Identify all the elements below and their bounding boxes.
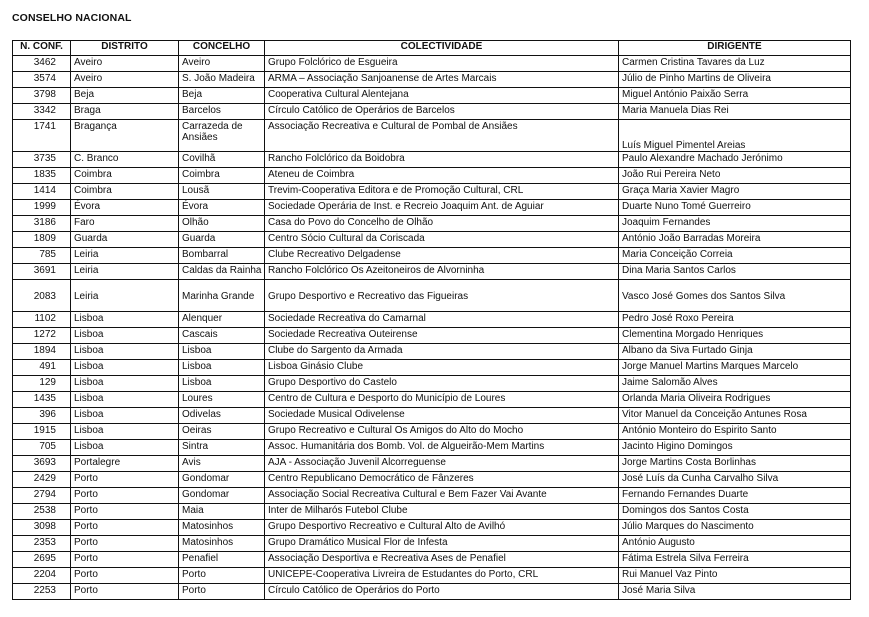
cell-colectividade: Casa do Povo do Concelho de Olhão bbox=[265, 216, 619, 232]
cell-distrito: Porto bbox=[71, 536, 179, 552]
cell-dirigente: Jorge Martins Costa Borlinhas bbox=[619, 456, 851, 472]
cell-dirigente: Fátima Estrela Silva Ferreira bbox=[619, 552, 851, 568]
cell-dirigente: Carmen Cristina Tavares da Luz bbox=[619, 56, 851, 72]
table-row bbox=[13, 56, 851, 72]
cell-distrito: Guarda bbox=[71, 232, 179, 248]
cell-dirigente: António Monteiro do Espirito Santo bbox=[619, 424, 851, 440]
cell-nconf: 2204 bbox=[13, 568, 71, 584]
cell-nconf: 1272 bbox=[13, 328, 71, 344]
cell-distrito: Lisboa bbox=[71, 344, 179, 360]
cell-colectividade: Grupo Desportivo e Recreativo das Figueiras bbox=[265, 280, 619, 312]
table-row bbox=[13, 360, 851, 376]
cell-nconf: 2695 bbox=[13, 552, 71, 568]
table-row bbox=[13, 168, 851, 184]
cell-concelho: Alenquer bbox=[179, 312, 265, 328]
cell-distrito: Lisboa bbox=[71, 328, 179, 344]
table-row bbox=[13, 488, 851, 504]
cell-colectividade: Grupo Recreativo e Cultural Os Amigos do Alto do Mocho bbox=[265, 424, 619, 440]
header-dirigente: DIRIGENTE bbox=[619, 41, 851, 56]
cell-colectividade: Associação Desportiva e Recreativa Ases de Penafiel bbox=[265, 552, 619, 568]
cell-concelho: Porto bbox=[179, 584, 265, 600]
cell-concelho: Odivelas bbox=[179, 408, 265, 424]
cell-colectividade: Grupo Dramático Musical Flor de Infesta bbox=[265, 536, 619, 552]
cell-concelho: Gondomar bbox=[179, 472, 265, 488]
cell-colectividade: Rancho Folclórico da Boidobra bbox=[265, 152, 619, 168]
cell-nconf: 1741 bbox=[13, 120, 71, 152]
cell-distrito: Porto bbox=[71, 520, 179, 536]
table-row bbox=[13, 376, 851, 392]
cell-colectividade: Sociedade Musical Odivelense bbox=[265, 408, 619, 424]
table-row bbox=[13, 248, 851, 264]
cell-dirigente: Duarte Nuno Tomé Guerreiro bbox=[619, 200, 851, 216]
cell-distrito: Porto bbox=[71, 552, 179, 568]
cell-nconf: 2429 bbox=[13, 472, 71, 488]
cell-concelho: Matosinhos bbox=[179, 536, 265, 552]
cell-concelho: Bombarral bbox=[179, 248, 265, 264]
cell-distrito: C. Branco bbox=[71, 152, 179, 168]
cell-colectividade: Centro de Cultura e Desporto do Município de Loures bbox=[265, 392, 619, 408]
cell-colectividade: Lisboa Ginásio Clube bbox=[265, 360, 619, 376]
cell-colectividade: Ateneu de Coimbra bbox=[265, 168, 619, 184]
cell-nconf: 3342 bbox=[13, 104, 71, 120]
header-colectividade: COLECTIVIDADE bbox=[265, 41, 619, 56]
cell-distrito: Portalegre bbox=[71, 456, 179, 472]
cell-dirigente: Maria Conceição Correia bbox=[619, 248, 851, 264]
cell-concelho: Oeiras bbox=[179, 424, 265, 440]
table-header-row bbox=[13, 41, 851, 56]
cell-dirigente: Rui Manuel Vaz Pinto bbox=[619, 568, 851, 584]
cell-nconf: 3693 bbox=[13, 456, 71, 472]
cell-distrito: Faro bbox=[71, 216, 179, 232]
cell-distrito: Évora bbox=[71, 200, 179, 216]
table-row bbox=[13, 232, 851, 248]
cell-distrito: Coimbra bbox=[71, 168, 179, 184]
cell-distrito: Lisboa bbox=[71, 360, 179, 376]
cell-concelho: Aveiro bbox=[179, 56, 265, 72]
cell-concelho: Carrazeda de Ansiães bbox=[179, 120, 265, 152]
cell-nconf: 3691 bbox=[13, 264, 71, 280]
cell-nconf: 3735 bbox=[13, 152, 71, 168]
table-row bbox=[13, 184, 851, 200]
cell-colectividade: Grupo Desportivo do Castelo bbox=[265, 376, 619, 392]
cell-dirigente: Orlanda Maria Oliveira Rodrigues bbox=[619, 392, 851, 408]
cell-distrito: Lisboa bbox=[71, 312, 179, 328]
cell-nconf: 3186 bbox=[13, 216, 71, 232]
cell-dirigente: António João Barradas Moreira bbox=[619, 232, 851, 248]
cell-nconf: 2538 bbox=[13, 504, 71, 520]
cell-colectividade: Clube do Sargento da Armada bbox=[265, 344, 619, 360]
cell-colectividade: Inter de Milharós Futebol Clube bbox=[265, 504, 619, 520]
cell-dirigente: Dina Maria Santos Carlos bbox=[619, 264, 851, 280]
cell-distrito: Leiria bbox=[71, 264, 179, 280]
cell-colectividade: UNICEPE-Cooperativa Livreira de Estudantes do Porto, CRL bbox=[265, 568, 619, 584]
cell-concelho: Covilhã bbox=[179, 152, 265, 168]
cell-nconf: 1414 bbox=[13, 184, 71, 200]
cell-dirigente: José Luís da Cunha Carvalho Silva bbox=[619, 472, 851, 488]
cell-concelho: Lisboa bbox=[179, 344, 265, 360]
cell-nconf: 1915 bbox=[13, 424, 71, 440]
cell-colectividade: Círculo Católico de Operários de Barcelos bbox=[265, 104, 619, 120]
table-row bbox=[13, 440, 851, 456]
table-row bbox=[13, 88, 851, 104]
cell-concelho: Loures bbox=[179, 392, 265, 408]
cell-concelho: Caldas da Rainha bbox=[179, 264, 265, 280]
cell-dirigente: Júlio Marques do Nascimento bbox=[619, 520, 851, 536]
table-row bbox=[13, 536, 851, 552]
cell-dirigente: Jaime Salomão Alves bbox=[619, 376, 851, 392]
cell-dirigente: Paulo Alexandre Machado Jerónimo bbox=[619, 152, 851, 168]
cell-dirigente: António Augusto bbox=[619, 536, 851, 552]
cell-nconf: 1894 bbox=[13, 344, 71, 360]
cell-distrito: Porto bbox=[71, 488, 179, 504]
table-row bbox=[13, 280, 851, 312]
cell-concelho: Porto bbox=[179, 568, 265, 584]
cell-colectividade: AJA - Associação Juvenil Alcorreguense bbox=[265, 456, 619, 472]
cell-distrito: Porto bbox=[71, 472, 179, 488]
cell-distrito: Aveiro bbox=[71, 72, 179, 88]
cell-dirigente: Fernando Fernandes Duarte bbox=[619, 488, 851, 504]
table-row bbox=[13, 152, 851, 168]
cell-concelho: S. João Madeira bbox=[179, 72, 265, 88]
table-row bbox=[13, 120, 851, 152]
table-row bbox=[13, 456, 851, 472]
table-row bbox=[13, 312, 851, 328]
table-row bbox=[13, 72, 851, 88]
cell-distrito: Bragança bbox=[71, 120, 179, 152]
cell-dirigente: Pedro José Roxo Pereira bbox=[619, 312, 851, 328]
header-nconf: N. CONF. bbox=[13, 41, 71, 56]
cell-concelho: Sintra bbox=[179, 440, 265, 456]
cell-distrito: Lisboa bbox=[71, 440, 179, 456]
header-distrito: DISTRITO bbox=[71, 41, 179, 56]
cell-distrito: Leiria bbox=[71, 248, 179, 264]
cell-concelho: Évora bbox=[179, 200, 265, 216]
cell-colectividade: Sociedade Recreativa Outeirense bbox=[265, 328, 619, 344]
table-row bbox=[13, 424, 851, 440]
cell-concelho: Gondomar bbox=[179, 488, 265, 504]
cell-distrito: Leiria bbox=[71, 280, 179, 312]
table-row bbox=[13, 216, 851, 232]
cell-nconf: 129 bbox=[13, 376, 71, 392]
cell-nconf: 2253 bbox=[13, 584, 71, 600]
cell-nconf: 1435 bbox=[13, 392, 71, 408]
cell-nconf: 3798 bbox=[13, 88, 71, 104]
table-row bbox=[13, 392, 851, 408]
cell-colectividade: Sociedade Recreativa do Camarnal bbox=[265, 312, 619, 328]
cell-nconf: 2083 bbox=[13, 280, 71, 312]
cell-distrito: Coimbra bbox=[71, 184, 179, 200]
cell-concelho: Coimbra bbox=[179, 168, 265, 184]
cell-distrito: Porto bbox=[71, 568, 179, 584]
cell-colectividade: Trevim-Cooperativa Editora e de Promoção Cultural, CRL bbox=[265, 184, 619, 200]
cell-dirigente: Maria Manuela Dias Rei bbox=[619, 104, 851, 120]
cell-colectividade: Clube Recreativo Delgadense bbox=[265, 248, 619, 264]
cell-nconf: 1809 bbox=[13, 232, 71, 248]
cell-concelho: Matosinhos bbox=[179, 520, 265, 536]
cell-dirigente: Jacinto Higino Domingos bbox=[619, 440, 851, 456]
table-row bbox=[13, 264, 851, 280]
cell-nconf: 3574 bbox=[13, 72, 71, 88]
cell-distrito: Porto bbox=[71, 584, 179, 600]
cell-distrito: Lisboa bbox=[71, 424, 179, 440]
cell-colectividade: Assoc. Humanitária dos Bomb. Vol. de Algueirão-Mem Martins bbox=[265, 440, 619, 456]
table-row bbox=[13, 568, 851, 584]
cell-nconf: 3098 bbox=[13, 520, 71, 536]
cell-concelho: Lisboa bbox=[179, 360, 265, 376]
cell-dirigente: Albano da Siva Furtado Ginja bbox=[619, 344, 851, 360]
table-row bbox=[13, 344, 851, 360]
cell-dirigente: Miguel António Paixão Serra bbox=[619, 88, 851, 104]
cell-colectividade: Grupo Desportivo Recreativo e Cultural Alto de Avilhó bbox=[265, 520, 619, 536]
cell-nconf: 2353 bbox=[13, 536, 71, 552]
cell-dirigente: Jorge Manuel Martins Marques Marcelo bbox=[619, 360, 851, 376]
cell-colectividade: Associação Social Recreativa Cultural e Bem Fazer Vai Avante bbox=[265, 488, 619, 504]
cell-dirigente: Vitor Manuel da Conceição Antunes Rosa bbox=[619, 408, 851, 424]
table-row bbox=[13, 520, 851, 536]
cell-nconf: 491 bbox=[13, 360, 71, 376]
cell-nconf: 3462 bbox=[13, 56, 71, 72]
cell-distrito: Porto bbox=[71, 504, 179, 520]
cell-distrito: Aveiro bbox=[71, 56, 179, 72]
cell-dirigente: José Maria Silva bbox=[619, 584, 851, 600]
table-row bbox=[13, 472, 851, 488]
cell-dirigente: Vasco José Gomes dos Santos Silva bbox=[619, 280, 851, 312]
document-title: CONSELHO NACIONAL bbox=[12, 12, 132, 24]
cell-colectividade: ARMA – Associação Sanjoanense de Artes Marcais bbox=[265, 72, 619, 88]
cell-concelho: Lisboa bbox=[179, 376, 265, 392]
cell-colectividade: Grupo Folclórico de Esgueira bbox=[265, 56, 619, 72]
table-row bbox=[13, 552, 851, 568]
cell-concelho: Guarda bbox=[179, 232, 265, 248]
cell-distrito: Braga bbox=[71, 104, 179, 120]
cell-nconf: 1835 bbox=[13, 168, 71, 184]
cell-distrito: Lisboa bbox=[71, 408, 179, 424]
cell-dirigente: Joaquim Fernandes bbox=[619, 216, 851, 232]
header-concelho: CONCELHO bbox=[179, 41, 265, 56]
cell-colectividade: Rancho Folclórico Os Azeitoneiros de Alvorninha bbox=[265, 264, 619, 280]
cell-nconf: 705 bbox=[13, 440, 71, 456]
cell-dirigente: Júlio de Pinho Martins de Oliveira bbox=[619, 72, 851, 88]
cell-concelho: Olhão bbox=[179, 216, 265, 232]
cell-dirigente: João Rui Pereira Neto bbox=[619, 168, 851, 184]
cell-colectividade: Centro Republicano Democrático de Fânzeres bbox=[265, 472, 619, 488]
cell-concelho: Beja bbox=[179, 88, 265, 104]
council-table bbox=[12, 40, 851, 600]
cell-concelho: Lousã bbox=[179, 184, 265, 200]
cell-concelho: Cascais bbox=[179, 328, 265, 344]
cell-dirigente: Luís Miguel Pimentel Areias bbox=[619, 120, 851, 152]
cell-nconf: 1102 bbox=[13, 312, 71, 328]
cell-distrito: Beja bbox=[71, 88, 179, 104]
cell-concelho: Marinha Grande bbox=[179, 280, 265, 312]
cell-distrito: Lisboa bbox=[71, 392, 179, 408]
cell-colectividade: Cooperativa Cultural Alentejana bbox=[265, 88, 619, 104]
table-row bbox=[13, 328, 851, 344]
cell-distrito: Lisboa bbox=[71, 376, 179, 392]
table-row bbox=[13, 408, 851, 424]
cell-nconf: 2794 bbox=[13, 488, 71, 504]
cell-dirigente: Clementina Morgado Henriques bbox=[619, 328, 851, 344]
cell-nconf: 396 bbox=[13, 408, 71, 424]
cell-concelho: Penafiel bbox=[179, 552, 265, 568]
cell-concelho: Barcelos bbox=[179, 104, 265, 120]
table-row bbox=[13, 104, 851, 120]
cell-colectividade: Centro Sócio Cultural da Coriscada bbox=[265, 232, 619, 248]
cell-nconf: 785 bbox=[13, 248, 71, 264]
cell-concelho: Avis bbox=[179, 456, 265, 472]
table-row bbox=[13, 200, 851, 216]
table-row bbox=[13, 504, 851, 520]
cell-concelho: Maia bbox=[179, 504, 265, 520]
cell-colectividade: Círculo Católico de Operários do Porto bbox=[265, 584, 619, 600]
cell-nconf: 1999 bbox=[13, 200, 71, 216]
cell-colectividade: Associação Recreativa e Cultural de Pombal de Ansiães bbox=[265, 120, 619, 152]
table-row bbox=[13, 584, 851, 600]
cell-colectividade: Sociedade Operária de Inst. e Recreio Joaquim Ant. de Aguiar bbox=[265, 200, 619, 216]
table-body bbox=[13, 56, 851, 600]
cell-dirigente: Graça Maria Xavier Magro bbox=[619, 184, 851, 200]
cell-dirigente: Domingos dos Santos Costa bbox=[619, 504, 851, 520]
